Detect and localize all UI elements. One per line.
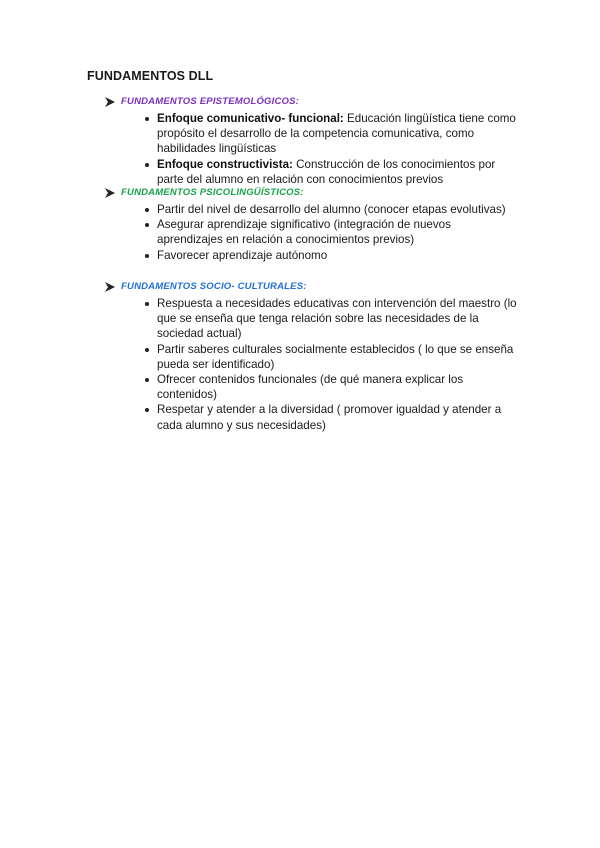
- item-text: Respuesta a necesidades educativas con intervención del maestro (lo que se enseña que tenga relación sobre las necesidades de la sociedad actual): [157, 297, 517, 341]
- item-text: Favorecer aprendizaje autónomo: [157, 248, 328, 262]
- section-list: [104, 296, 517, 433]
- section-list: [104, 202, 517, 263]
- item-term: Enfoque comunicativo- funcional:: [157, 112, 344, 125]
- list-item: [104, 342, 517, 372]
- section-title-epistemologicos: FUNDAMENTOS EPISTEMOLÓGICOS:: [121, 96, 300, 107]
- bullet-icon: [145, 254, 149, 258]
- item-text: Partir del nivel de desarrollo del alumno (conocer etapas evolutivas): [157, 203, 506, 216]
- section-psicolinguisticos: [104, 186, 517, 263]
- list-item: [104, 372, 517, 402]
- item-text: Ofrecer contenidos funcionales (de qué manera explicar los contenidos): [157, 373, 464, 402]
- section-socioculturales: [104, 280, 517, 433]
- bullet-icon: [145, 302, 149, 306]
- arrow-bullet-icon: [104, 281, 116, 293]
- section-heading: [104, 186, 517, 202]
- item-text: Construcción de los conocimientos por parte del alumno en relación con conocimientos previos: [157, 157, 496, 186]
- item-text: Educación lingüística tiene como propósito el desarrollo de la competencia comunicativa, como habilidades lingüísticas: [157, 112, 516, 156]
- section-title-psicolinguisticos: FUNDAMENTOS PSICOLINGÜÍSTICOS:: [121, 187, 304, 198]
- section-list: [104, 111, 517, 187]
- bullet-icon: [145, 378, 149, 382]
- section-epistemologicos: [104, 95, 517, 187]
- section-heading: [104, 95, 517, 111]
- list-item: [104, 111, 517, 157]
- bullet-icon: [145, 408, 149, 412]
- list-item: [104, 402, 517, 432]
- bullet-icon: [145, 223, 149, 227]
- item-text: Respetar y atender a la diversidad ( promover igualdad y atender a cada alumno y sus necesidades): [157, 403, 502, 432]
- section-title-socioculturales: FUNDAMENTOS SOCIO- CULTURALES:: [121, 281, 307, 292]
- section-heading: [104, 280, 517, 296]
- item-text: Partir saberes culturales socialmente establecidos ( lo que se enseña pueda ser identificado): [157, 342, 514, 371]
- list-item: [104, 296, 517, 342]
- bullet-icon: [145, 163, 149, 167]
- bullet-icon: [145, 348, 149, 352]
- bullet-icon: [145, 208, 149, 212]
- list-item: [104, 217, 517, 247]
- list-item: [104, 202, 517, 217]
- arrow-bullet-icon: [104, 187, 116, 199]
- list-item: [104, 157, 517, 187]
- item-text: Asegurar aprendizaje significativo (integración de nuevos aprendizajes en relación a conocimientos previos): [157, 218, 451, 247]
- arrow-bullet-icon: [104, 96, 116, 108]
- document-title: FUNDAMENTOS DLL: [87, 69, 214, 83]
- list-item: [104, 248, 517, 263]
- bullet-icon: [145, 117, 149, 121]
- item-term: Enfoque constructivista:: [157, 157, 293, 171]
